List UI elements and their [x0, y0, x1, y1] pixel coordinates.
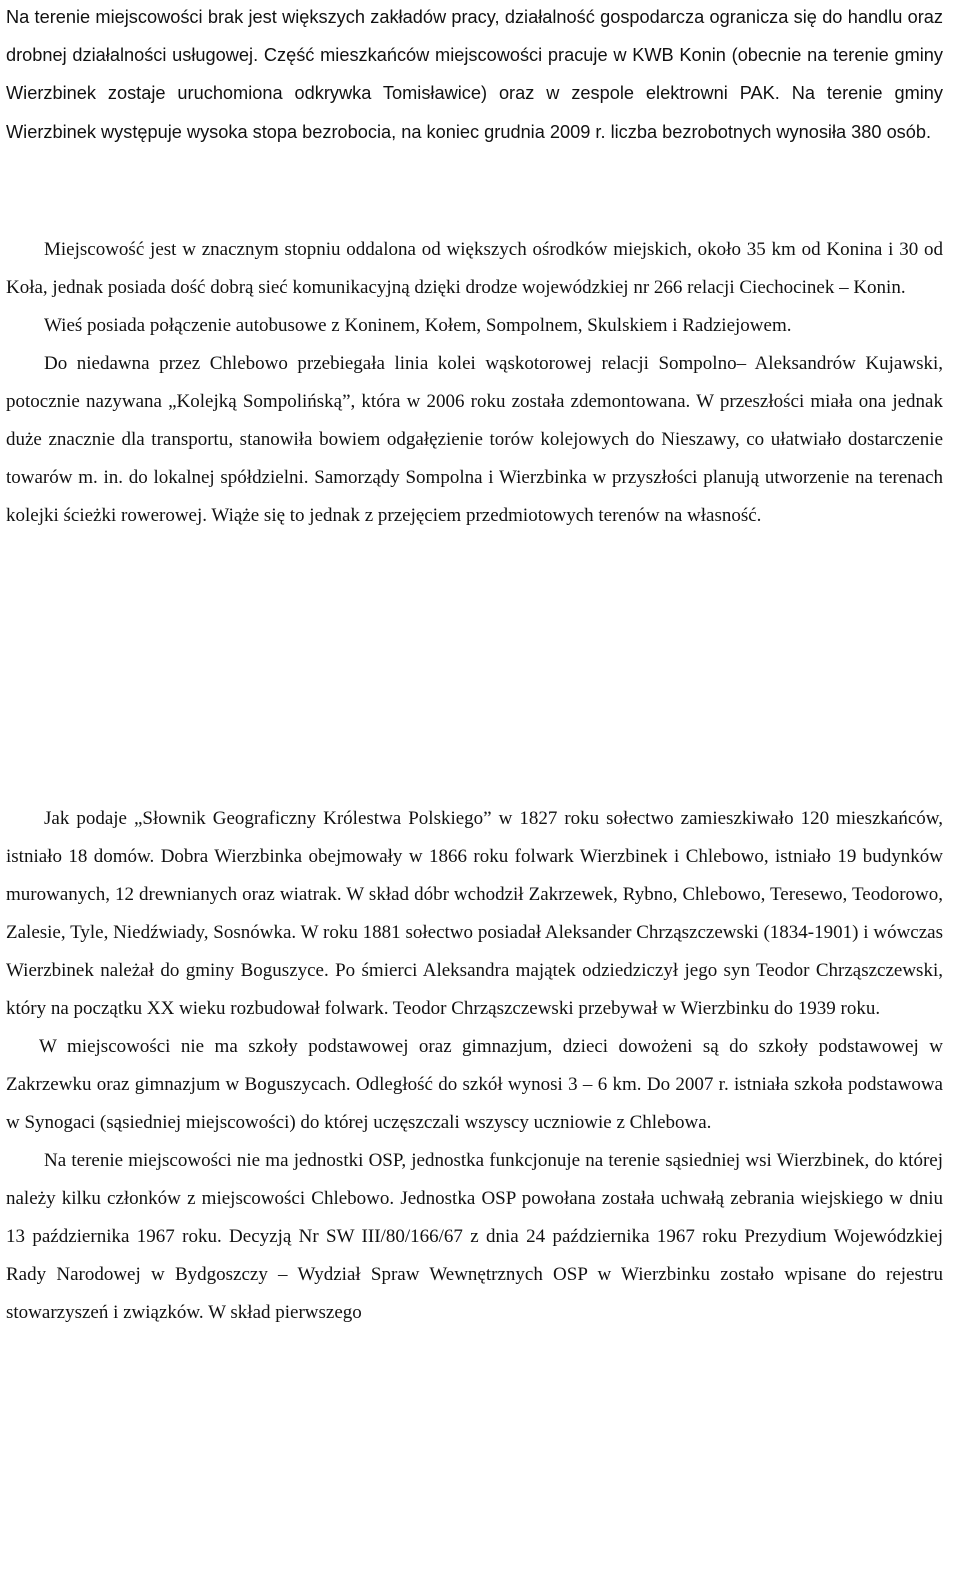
paragraph-bus-connections: Wieś posiada połączenie autobusowe z Koninem, Kołem, Sompolnem, Skulskiem i Radziejowem. — [44, 315, 792, 336]
paragraph-location-block — [6, 231, 943, 535]
paragraph-schools: W miejscowości nie ma szkoły podstawowej oraz gimnazjum, dzieci dowożeni są do szkoły podstawowej w Zakrzewku oraz gimnazjum w Boguszycach. Odległość do szkół wynosi 3 – 6 km. Do 2007 r. istniała szkoła podstawowa w Synogaci (sąsiedniej miejscowości) do której uczęszczali wszyscy uczniowie z Chlebowa. — [6, 1036, 943, 1133]
paragraph-economy: Na terenie miejscowości brak jest większych zakładów pracy, działalność gospodarcza ogranicza się do handlu oraz drobnej działalności usługowej. Część mieszkańców miejscowości pracuje w KWB Konin (obecnie na terenie gminy Wierzbinek zostaje uruchomiona odkrywka Tomisławice) oraz w zespole elektrowni PAK. Na terenie gminy Wierzbinek występuje wysoka stopa bezrobocia, na koniec grudnia 2009 r. liczba bezrobotnych wynosiła 380 osób. — [6, 7, 943, 142]
paragraph-economy-block — [6, 0, 943, 151]
paragraph-history: Jak podaje „Słownik Geograficzny Królestwa Polskiego” w 1827 roku sołectwo zamieszkiwało 120 mieszkańców, istniało 18 domów. Dobra Wierzbinka obejmowały w 1866 roku folwark Wierzbinek i Chlebowo, istniało 19 budynków murowanych, 12 drewnianych oraz wiatrak. W skład dóbr wchodził Zakrzewek, Rybno, Chlebowo, Teresewo, Teodorowo, Zalesie, Tyle, Niedźwiady, Sosnówka. W roku 1881 sołectwo posiadał Aleksander Chrząszczewski (1834-1901) i wówczas Wierzbinek należał do gminy Boguszyce. Po śmierci Aleksandra majątek odziedziczył jego syn Teodor Chrząszczewski, który na początku XX wieku rozbudował folwark. Teodor Chrząszczewski przebywał w Wierzbinku do 1939 roku. — [6, 808, 943, 1019]
paragraph-history-block — [6, 800, 943, 1332]
paragraph-narrow-gauge-railway: Do niedawna przez Chlebowo przebiegała linia kolei wąskotorowej relacji Sompolno– Aleksandrów Kujawski, potocznie nazywana „Kolejką Sompolińską”, która w 2006 roku została zdemontowana. W przeszłości miała ona jednak duże znacznie dla transportu, stanowiła bowiem odgałęzienie torów kolejowych do Nieszawy, co ułatwiało dostarczenie towarów m. in. do lokalnej spółdzielni. Samorządy Sompolna i Wierzbinka w przyszłości planują utworzenie na terenach kolejki ścieżki rowerowej. Wiąże się to jednak z przejęciem przedmiotowych terenów na własność. — [6, 353, 943, 526]
paragraph-location: Miejscowość jest w znacznym stopniu oddalona od większych ośrodków miejskich, około 35 km od Konina i 30 od Koła, jednak posiada dość dobrą sieć komunikacyjną dzięki drodze wojewódzkiej nr 266 relacji Ciechocinek – Konin. — [6, 239, 943, 298]
paragraph-fire-brigade: Na terenie miejscowości nie ma jednostki OSP, jednostka funkcjonuje na terenie sąsiedniej wsi Wierzbinek, do której należy kilku członków z miejscowości Chlebowo. Jednostka OSP powołana została uchwałą zebrania wiejskiego w dniu 13 października 1967 roku. Decyzją Nr SW III/80/166/67 z dnia 24 października 1967 roku Prezydium Wojewódzkiej Rady Narodowej w Bydgoszczy – Wydział Spraw Wewnętrznych OSP w Wierzbinku zostało wpisane do rejestru stowarzyszeń i związków. W skład pierwszego — [6, 1150, 943, 1323]
